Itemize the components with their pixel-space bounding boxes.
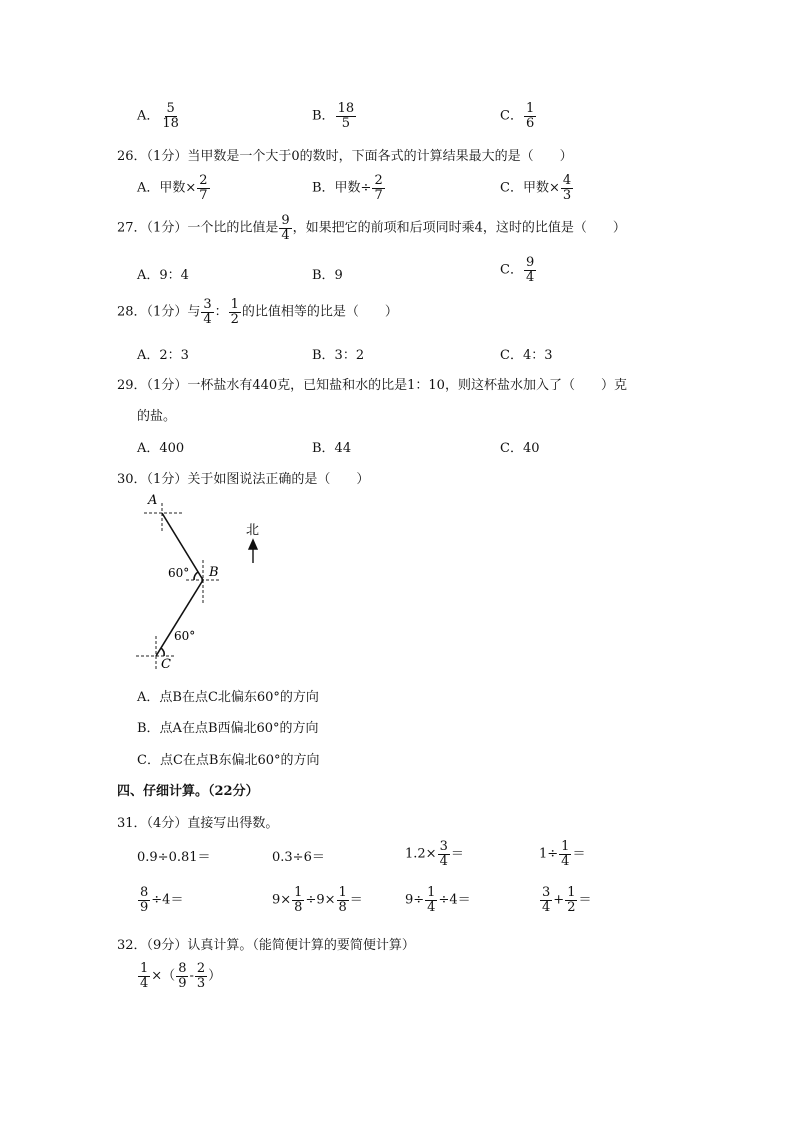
direction-diagram: [136, 488, 266, 678]
north-label: 北: [246, 523, 260, 538]
fraction: $\frac{4}{3}$: [562, 173, 572, 203]
fraction: $\frac{1}{2}$: [230, 297, 239, 327]
q31-stem: 31．（4分）直接写出得数。: [117, 816, 279, 831]
fraction: $\frac{3}{4}$: [542, 885, 551, 915]
q32-expr-1: $\frac{1}{4}$ ×（ $\frac{8}{9}$ - $\frac{2}{3}$ ）: [140, 961, 222, 991]
fraction: $\frac{3}{4}$: [203, 297, 212, 327]
fraction: $\frac{2}{7}$: [374, 173, 383, 203]
fraction: $\frac{1}{2}$: [567, 885, 576, 915]
q25-option-c: C． $\frac{1}{6}$: [500, 101, 535, 131]
fraction: $\frac{1}{8}$: [294, 885, 303, 915]
q31-expr-2: 0.3÷6＝: [272, 850, 325, 865]
q26-option-a: A．甲数× $\frac{2}{7}$: [137, 173, 208, 203]
angle-label-top: 60°: [168, 566, 190, 580]
q30-option-c: C．点C在点B东偏北60°的方向: [137, 753, 320, 768]
q31-expr-4: 1÷ $\frac{1}{4}$ ＝: [539, 839, 586, 869]
fraction: $\frac{8}{9}$: [140, 885, 149, 915]
angle-label-bottom: 60°: [174, 629, 196, 643]
q29-option-c: C．40: [500, 441, 540, 456]
fraction: $\frac{9}{4}$: [281, 213, 290, 243]
q30-option-b: B．点A在点B西偏北60°的方向: [137, 721, 319, 736]
q31-expr-8: $\frac{3}{4}$ + $\frac{1}{2}$ ＝: [542, 885, 592, 915]
angle-arc-c: [161, 648, 164, 656]
q25-option-a: A． $\frac{5}{18}$: [137, 101, 179, 131]
q29-option-a: A．400: [137, 441, 185, 456]
q27-option-a: A．9：4: [137, 268, 189, 283]
fraction: $\frac{2}{3}$: [196, 961, 206, 991]
q28-option-a: A．2：3: [137, 348, 189, 363]
segment-bc: [156, 580, 203, 656]
fraction: $\frac{1}{4}$: [427, 885, 436, 915]
q31-expr-7: 9÷ $\frac{1}{4}$ ÷4＝: [405, 885, 471, 915]
q28-stem: 28．（1分）与 $\frac{3}{4}$ ： $\frac{1}{2}$ 的比值相等的比是（ ）: [117, 297, 398, 327]
q29-stem-line2: 的盐。: [137, 409, 177, 424]
q29-option-b: B．44: [312, 441, 352, 456]
q28-option-b: B．3：2: [312, 348, 365, 363]
q25-option-b: B． $\frac{18}{5}$: [312, 101, 355, 131]
fraction: $\frac{1}{4}$: [140, 961, 149, 991]
q31-expr-5: $\frac{8}{9}$ ÷4＝: [140, 885, 184, 915]
q31-expr-3: 1.2× $\frac{3}{4}$ ＝: [405, 839, 464, 869]
fraction: $\frac{1}{6}$: [525, 101, 535, 131]
q31-expr-1: 0.9÷0.81＝: [137, 850, 211, 865]
fraction: $\frac{5}{18}$: [162, 101, 179, 131]
q32-stem: 32．（9分）认真计算。（能简便计算的要简便计算）: [117, 938, 415, 953]
angle-arc-b: [194, 572, 198, 580]
fraction: $\frac{18}{5}$: [337, 101, 355, 131]
fraction: $\frac{1}{4}$: [561, 839, 570, 869]
label-c: C: [161, 657, 171, 672]
fraction: $\frac{9}{4}$: [525, 255, 535, 285]
fraction: $\frac{2}{7}$: [199, 173, 208, 203]
q26-option-c: C．甲数× $\frac{4}{3}$: [500, 173, 572, 203]
q27-stem: 27．（1分）一个比的比值是 $\frac{9}{4}$ ，如果把它的前项和后项同时乘4，这时的比值是（ ）: [117, 213, 626, 243]
q31-expr-6: 9× $\frac{1}{8}$ ÷9× $\frac{1}{8}$ ＝: [272, 885, 363, 915]
q27-option-c: C． $\frac{9}{4}$: [500, 255, 535, 285]
fraction: $\frac{1}{8}$: [338, 885, 347, 915]
q30-stem: 30．（1分）关于如图说法正确的是（ ）: [117, 472, 370, 487]
q30-option-a: A．点B在点C北偏东60°的方向: [137, 690, 319, 705]
q26-option-b: B．甲数÷ $\frac{2}{7}$: [312, 173, 383, 203]
q27-option-b: B．9: [312, 268, 343, 283]
q29-stem-line1: 29．（1分）一杯盐水有440克，已知盐和水的比是1：10，则这杯盐水加入了（ ）克: [117, 378, 627, 393]
q28-option-c: C．4：3: [500, 348, 553, 363]
fraction: $\frac{8}{9}$: [178, 961, 187, 991]
q26-stem: 26．（1分）当甲数是一个大于0的数时，下面各式的计算结果最大的是（ ）: [117, 149, 573, 164]
fraction: $\frac{3}{4}$: [439, 839, 448, 869]
label-b: B: [209, 565, 219, 580]
north-arrow-head: [249, 540, 257, 549]
label-a: A: [148, 493, 158, 508]
section-title: 四、仔细计算。（22分）: [117, 784, 259, 799]
